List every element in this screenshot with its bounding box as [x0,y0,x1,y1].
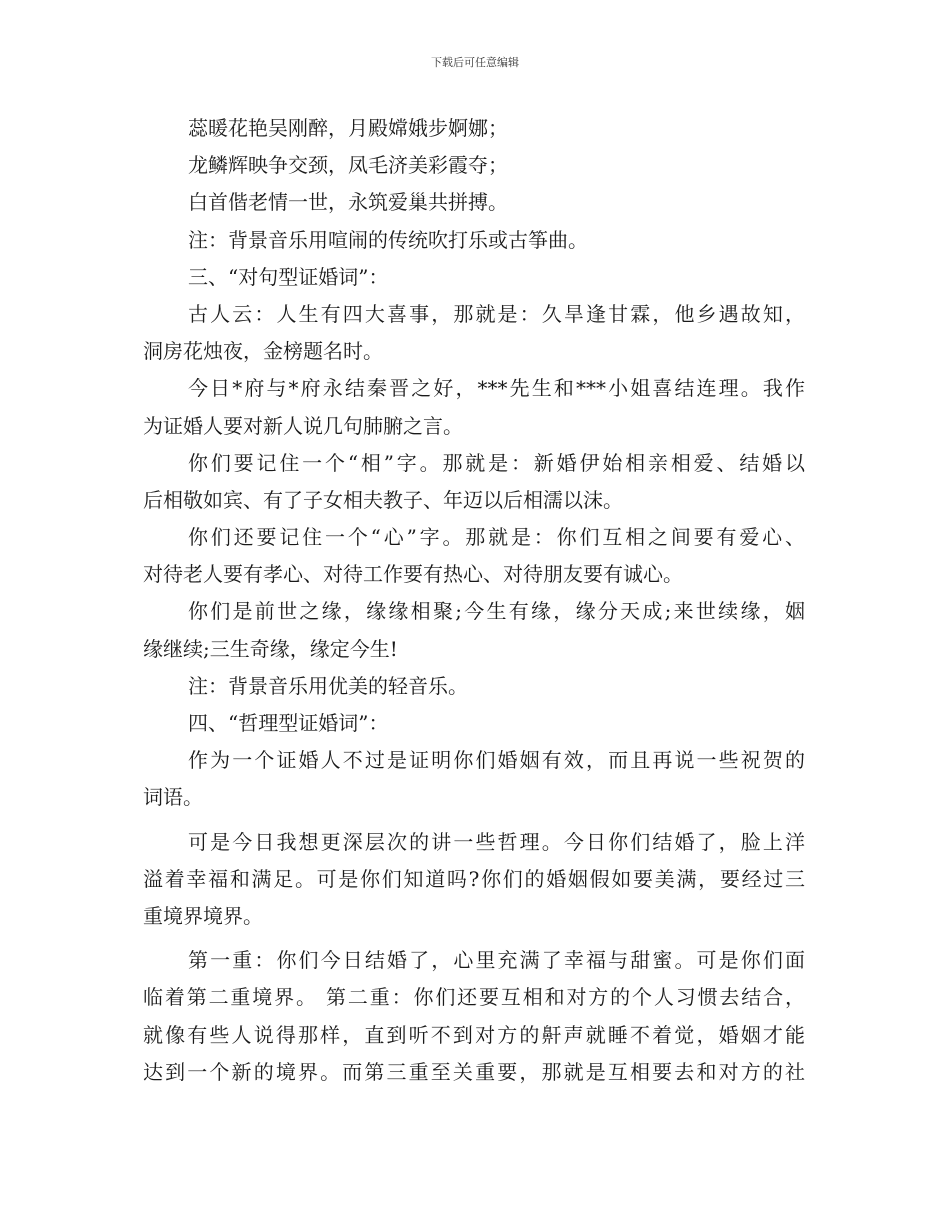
paragraph-line: 对待老人要有孝心、对待工作要有热心、对待朋友要有诚心。 [143,562,683,587]
poem-line-3: 白首偕老情一世，永筑爱巢共拼搏。 [188,190,508,215]
paragraph-line: 作为一个证婚人不过是证明你们婚姻有效，而且再说一些祝贺的 [188,748,805,773]
paragraph-line: 词语。 [143,785,203,810]
paragraph-line: 可是今日我想更深层次的讲一些哲理。今日你们结婚了，脸上洋 [188,829,805,854]
paragraph-line: 为证婚人要对新人说几句肺腑之言。 [143,413,463,438]
paragraph-line: 重境界境界。 [143,903,263,928]
paragraph-line: 临着第二重境界。 第二重：你们还要互相和对方的个人习惯去结合， [143,985,805,1010]
section-heading-3: 三、“对句型证婚词”： [188,264,389,289]
paragraph-line: 缘继续;三生奇缘，缘定今生! [143,636,398,661]
paragraph-line: 达到一个新的境界。而第三重至关重要，那就是互相要去和对方的社 [143,1059,805,1084]
paragraph-line: 洞房花烛夜，金榜题名时。 [143,339,383,364]
paragraph-line: 古人云：人生有四大喜事，那就是：久旱逢甘霖，他乡遇故知， [188,301,805,326]
poem-line-2: 龙鳞辉映争交颈，凤毛济美彩霞夺； [188,153,508,178]
paragraph-line: 你们是前世之缘，缘缘相聚;今生有缘，缘分天成;来世续缘，姻 [188,599,805,624]
paragraph-line: 溢着幸福和满足。可是你们知道吗?你们的婚姻假如要美满，要经过三 [143,866,805,891]
section-heading-4: 四、“哲理型证婚词”： [188,711,389,735]
page-header: 下载后可任意编辑 [431,56,519,69]
paragraph-line: 你们还要记住一个“心”字。那就是：你们互相之间要有爱心、 [188,525,805,550]
document-body [143,110,805,1091]
paragraph-line: 后相敬如宾、有了子女相夫教子、年迈以后相濡以沫。 [143,487,623,512]
poem-line-1: 蕊暖花艳吴刚醉，月殿嫦娥步婀娜； [188,116,508,140]
paragraph-line: 就像有些人说得那样，直到听不到对方的鼾声就睡不着觉，婚姻才能 [143,1022,805,1047]
paragraph-line: 你们要记住一个“相”字。那就是：新婚伊始相亲相爱、结婚以 [188,450,805,475]
paragraph-line: 今日*府与*府永结秦晋之好，***先生和***小姐喜结连理。我作 [188,376,805,401]
paragraph-line: 第一重：你们今日结婚了，心里充满了幸福与甜蜜。可是你们面 [188,948,805,973]
note-paragraph: 注：背景音乐用优美的轻音乐。 [188,673,468,698]
note-paragraph: 注：背景音乐用喧闹的传统吹打乐或古筝曲。 [188,227,588,252]
